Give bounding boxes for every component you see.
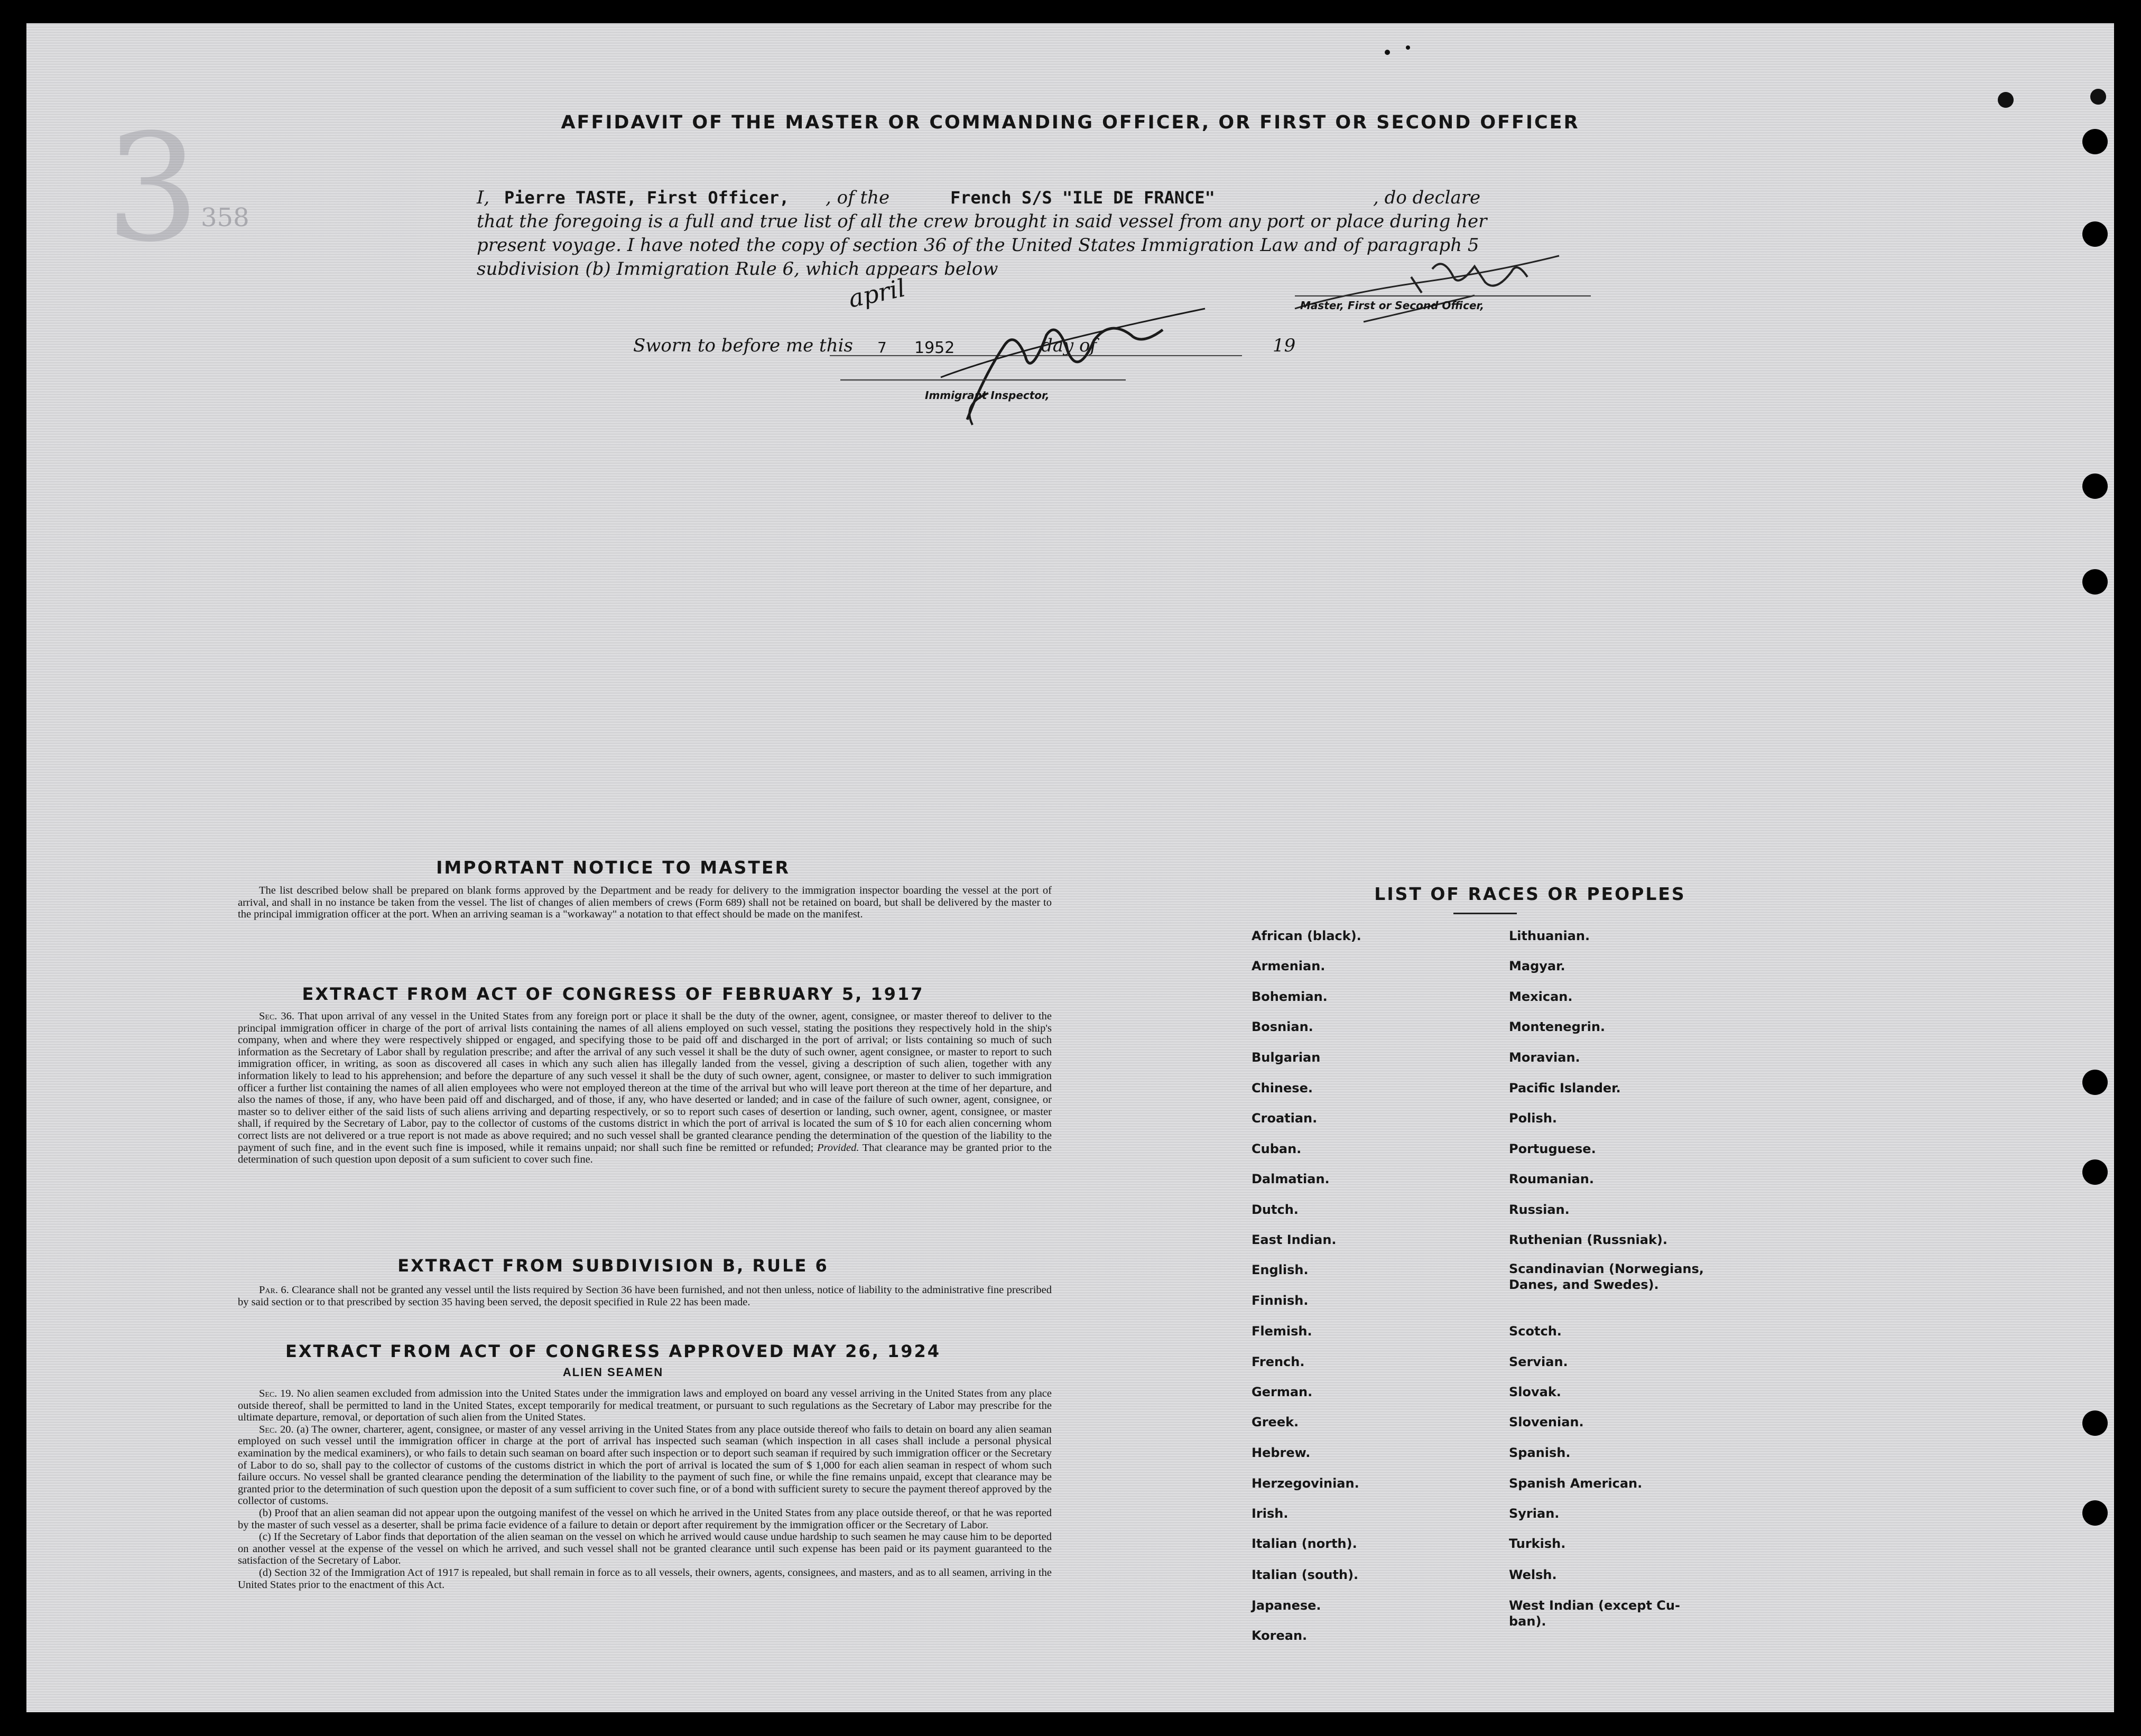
race-item: German. xyxy=(1252,1385,1313,1399)
race-item: Syrian. xyxy=(1509,1506,1560,1521)
punch-hole xyxy=(2082,1500,2108,1526)
inspector-signature-line xyxy=(840,379,1126,380)
master-signature-line xyxy=(1295,295,1591,296)
sec20a-text: (a) The owner, charterer, agent, consignee, or master of any vessel arriving in the United States from any place outside thereof who fails to detain on board any alien seaman employed on such vessel until the immigration officer in charge at the port of arrival has inspected such seaman (which inspection in all cases shall include a personal physical examination by the medical examiners), or who fails to detain such seaman on board after such inspection or to deport such seaman if required by such immigration officer or the Secretary of Labor to do so, shall pay to the collector of customs of the customs district in which the port of arrival is located the sum of $ 1,000 for each alien seaman in respect of whom such failure occurs. No vessel shall be granted clearance pending the determination of the liability to the payment of such fine, or while the fine remains unpaid, except that clearance may be granted prior to the determination of such question upon the deposit of a sum sufficient to cover such fine, or of a bond with sufficient surety to secure the payment thereof approved by the collector of customs. xyxy=(238,1423,1052,1507)
inspector-caption: Immigrant Inspector, xyxy=(925,389,1050,402)
race-item: Italian (north). xyxy=(1252,1536,1357,1551)
notice-text: The list described below shall be prepared on blank forms approved by the Department and be ready for delivery to the immigration inspector boarding the vessel at the port of arrival, and shall in no instance be taken from the vessel. The list of changes of alien members of crews (Form 689) shall not be retained on board, but shall be delivered by the master to the principal immigration officer at the port. When an arriving seaman is a "workaway" a notation to that effect should be made on the manifest. xyxy=(238,885,1052,921)
race-item: Dutch. xyxy=(1252,1202,1299,1217)
sworn-century: 19 xyxy=(1273,335,1296,356)
race-item: Greek. xyxy=(1252,1415,1299,1429)
officer-name: Pierre TASTE, First Officer, xyxy=(504,188,790,208)
race-item: Japanese. xyxy=(1252,1598,1321,1613)
sec36-text-end: That clearance may be granted prior to the determination of such question upon deposit of a sum suficient to cover such fine. xyxy=(238,1141,1052,1166)
race-item: Armenian. xyxy=(1252,959,1326,973)
extract-1917-title: EXTRACT FROM ACT OF CONGRESS OF FEBRUARY 5, 1917 xyxy=(302,984,924,1004)
ink-spot xyxy=(1998,92,2014,108)
sec19-label: Sec. 19. xyxy=(259,1388,294,1399)
sec19-text: No alien seamen excluded from admission into the United States under the immigration laws and employed on board any vessel arriving in the United States from any place outside thereof, shall be permitted to land in the United States, except temporarily for medical treatment, or pursuant to such regulations as the Secretary of Labor may prescribe for the ultimate departure, removal, or deportation of such alien from the United States. xyxy=(238,1388,1052,1424)
race-item: Korean. xyxy=(1252,1628,1308,1643)
decl-line-3: present voyage. I have noted the copy of section 36 of the United States Immigration Law and of paragraph 5 xyxy=(477,235,1479,256)
race-item: French. xyxy=(1252,1354,1305,1369)
race-item: Herzegovinian. xyxy=(1252,1476,1359,1491)
sec20b-text: (b) Proof that an alien seaman did not appear upon the outgoing manifest of the vessel on which he arrived in the United States from any place outside thereof, or that he was reported by the master of such vessel as a deserter, shall be prima facie evidence of a failure to detain or deport after requirement by the immigration officer or the Secretary of Labor. xyxy=(238,1507,1052,1531)
race-item: Hebrew. xyxy=(1252,1445,1311,1460)
vessel-name: French S/S "ILE DE FRANCE" xyxy=(950,188,1215,208)
ink-spot xyxy=(1406,45,1410,50)
race-item: Pacific Islander. xyxy=(1509,1081,1621,1096)
race-item: Slovenian. xyxy=(1509,1415,1584,1429)
race-item: Russian. xyxy=(1509,1202,1570,1217)
sec20d-text: (d) Section 32 of the Immigration Act of 1917 is repealed, but shall remain in force as to all vessels, their owners, agents, consignees, and masters, and as to all seamen, arriving in the United States prior to the enactment of this Act. xyxy=(238,1566,1052,1591)
ink-spot xyxy=(1385,50,1390,55)
race-item: Bulgarian xyxy=(1252,1050,1321,1065)
race-item: Flemish. xyxy=(1252,1324,1312,1339)
decl-of-the: , of the xyxy=(826,187,890,208)
race-item: Slovak. xyxy=(1509,1385,1561,1399)
race-item: Chinese. xyxy=(1252,1081,1313,1096)
extract-rule6-body xyxy=(238,1284,1052,1308)
sec20-label: Sec. 20. xyxy=(259,1423,294,1435)
race-item: African (black). xyxy=(1252,929,1361,943)
punch-hole xyxy=(2082,1070,2108,1095)
race-item: Mexican. xyxy=(1509,989,1573,1004)
sec36-label: Sec. 36. xyxy=(259,1010,294,1022)
inspector-signature xyxy=(920,298,1216,435)
race-item: Dalmatian. xyxy=(1252,1172,1330,1186)
race-item: Ruthenian (Russniak). xyxy=(1509,1232,1668,1247)
races-title: LIST OF RACES OR PEOPLES xyxy=(1374,884,1686,904)
sworn-day: 7 xyxy=(877,339,887,356)
race-item: English. xyxy=(1252,1262,1309,1277)
race-item: Cuban. xyxy=(1252,1141,1302,1156)
par6-label: Par. 6. xyxy=(259,1284,289,1296)
race-item: Finnish. xyxy=(1252,1293,1309,1308)
notice-body xyxy=(238,885,1052,921)
extract-rule6-title: EXTRACT FROM SUBDIVISION B, RULE 6 xyxy=(397,1256,829,1276)
handwritten-month: april xyxy=(846,273,908,313)
race-item: Spanish. xyxy=(1509,1445,1571,1460)
sworn-text: Sworn to before me this xyxy=(633,335,853,356)
day-of-text: day of xyxy=(1041,335,1097,356)
ink-spot xyxy=(2090,89,2106,105)
race-item: Roumanian. xyxy=(1509,1172,1594,1186)
faint-page-number: 3 xyxy=(106,103,200,275)
race-item: Scandinavian (Norwegians, xyxy=(1509,1261,1704,1276)
punch-hole xyxy=(2082,569,2108,595)
sec20c-text: (c) If the Secretary of Labor finds that deportation of the alien seaman on the vessel on which he arrived would cause undue hardship to such seamen he may cause him to be deported on another vessel at the expense of the vessel on which he arrived, and such vessel shall not be granted clearance until such expense has been paid or its payment guaranteed to the satisfaction of the Secretary of Labor. xyxy=(238,1531,1052,1567)
extract-1924-body xyxy=(238,1388,1052,1591)
sworn-year: 1952 xyxy=(914,339,955,357)
punch-hole xyxy=(2082,221,2108,247)
punch-hole xyxy=(2082,129,2108,154)
race-item: Bosnian. xyxy=(1252,1019,1313,1034)
decl-do-declare: , do declare xyxy=(1373,187,1481,208)
race-item: Scotch. xyxy=(1509,1324,1562,1339)
race-item: Welsh. xyxy=(1509,1567,1557,1582)
race-item: Portuguese. xyxy=(1509,1141,1596,1156)
affidavit-title: AFFIDAVIT OF THE MASTER OR COMMANDING OFFICER, OR FIRST OR SECOND OFFICER xyxy=(561,112,1580,133)
race-item: ban). xyxy=(1509,1614,1546,1629)
decl-line-2: that the foregoing is a full and true list of all the crew brought in said vessel from any port or place during her xyxy=(477,211,1487,232)
race-item: Bohemian. xyxy=(1252,989,1328,1004)
race-item: Polish. xyxy=(1509,1111,1558,1126)
decl-i: I, xyxy=(477,187,490,208)
race-item: West Indian (except Cu- xyxy=(1509,1598,1680,1613)
notice-title: IMPORTANT NOTICE TO MASTER xyxy=(436,857,790,878)
race-item: Danes, and Swedes). xyxy=(1509,1277,1659,1292)
extract-1917-body xyxy=(238,1010,1052,1166)
race-item: Irish. xyxy=(1252,1506,1289,1521)
race-item: Spanish American. xyxy=(1509,1476,1643,1491)
race-item: East Indian. xyxy=(1252,1232,1337,1247)
race-item: Moravian. xyxy=(1509,1050,1580,1065)
punch-hole xyxy=(2082,1410,2108,1436)
race-item: Magyar. xyxy=(1509,959,1565,973)
master-caption: Master, First or Second Officer, xyxy=(1300,299,1485,312)
master-signature xyxy=(1284,245,1580,330)
races-title-rule xyxy=(1453,913,1517,914)
provided-word: Provided. xyxy=(817,1141,859,1154)
extract-1924-title: EXTRACT FROM ACT OF CONGRESS APPROVED MAY 26, 1924 xyxy=(285,1341,941,1361)
race-item: Italian (south). xyxy=(1252,1567,1359,1582)
race-item: Lithuanian. xyxy=(1509,929,1590,943)
punch-hole xyxy=(2082,1159,2108,1185)
punch-hole xyxy=(2082,474,2108,499)
race-item: Croatian. xyxy=(1252,1111,1318,1126)
document-page xyxy=(26,23,2114,1712)
race-item: Montenegrin. xyxy=(1509,1019,1606,1034)
par6-text: Clearance shall not be granted any vessel until the lists required by Section 36 have been furnished, and not then unless, notice of liability to the administrative fine prescribed by said section or to that prescribed by section 35 having been served, the deposit specified in Rule 22 has been made. xyxy=(238,1284,1052,1308)
alien-seamen-subtitle: ALIEN SEAMEN xyxy=(562,1366,664,1379)
race-item: Turkish. xyxy=(1509,1536,1566,1551)
faint-stamp-number: 358 xyxy=(201,203,249,233)
sec36-text: That upon arrival of any vessel in the United States from any foreign port or place it shall be the duty of the owner, agent, consignee, or master thereof to deliver to the principal immigration officer in charge of the port of arrival lists containing the names of all aliens employed on such vessel, stating the positions they respectively hold in the ship's company, when and where they were respectively shipped or engaged, and specifying those to be paid off and discharged in the port of arrival; or lists containing so much of such information as the Secretary of Labor shall by regulation prescribe; and after the arrival of any such vessel it shall be the duty of such owner, agent consignee, or master to report to such immigration officer, in writing, as soon as discovered all cases in which any such alien has illegally landed from the vessel, giving a description of such alien, together with any information likely to lead to his apprehension; and before the departure of any such vessel it shall be the duty of such owner, agent, consignee, or master to deliver to such immigration officer a further list containing the names of all alien employees who were not employed thereon at the time of the arrival but who will leave port thereon at the time of her departure, and also the names of those, if any, who have been paid off and discharged, and of those, if any, who have deserted or landed; and in case of the failure of such owner, agent, consignee, or master so to deliver either of the said lists of such aliens arriving and departing respectively, or so to report such cases of desertion or landing, such owner, agent, consignee, or master shall, if required by the Secretary of Labor, pay to the collector of customs of the customs district in which the port of arrival is located the sum of $ 10 for each alien concerning whom correct lists are not delivered or a true report is not made as above required; and no such vessel shall be granted clearance pending the determination of the question of the liability to the payment of such fine, and in the event such fine is imposed, while it remains unpaid; nor shall such fine be remitted or refunded; xyxy=(238,1010,1052,1154)
decl-line-4: subdivision (b) Immigration Rule 6, which appears below xyxy=(477,258,998,280)
race-item: Servian. xyxy=(1509,1354,1568,1369)
